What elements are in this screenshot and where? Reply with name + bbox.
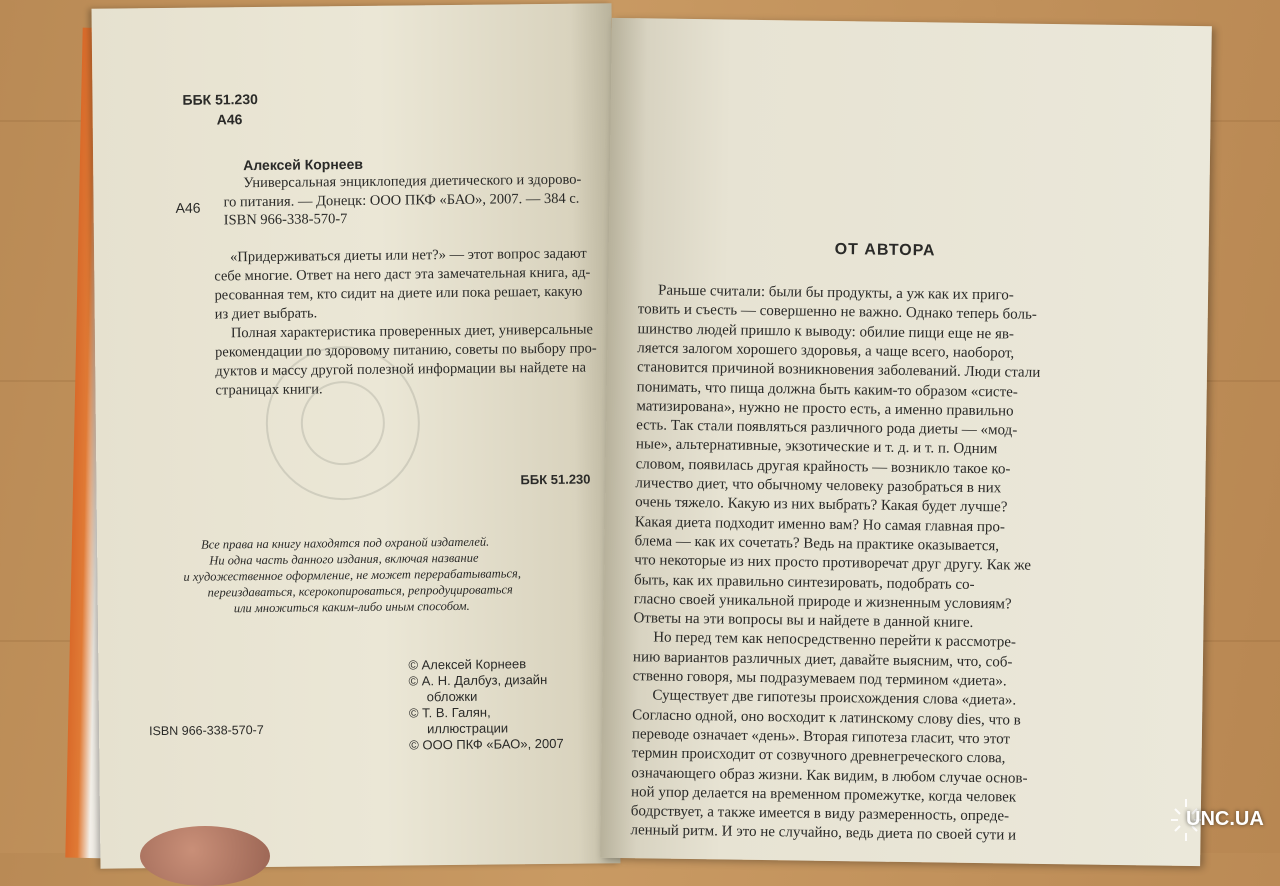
annotation-line: из диет выбрать.	[214, 305, 318, 323]
right-page	[600, 18, 1212, 866]
left-page	[92, 3, 621, 868]
copyright-line: © Т. В. Галян,	[408, 704, 491, 721]
body-line: Но перед тем как непосредственно перейти к рассмотре-	[653, 629, 1017, 651]
rights-line: Ни одна часть данного издания, включая название	[209, 550, 479, 568]
annotation-line: себе многие. Ответ на него даст эта замечательная книга, ад-	[214, 264, 591, 285]
copyright-line: © А. Н. Далбуз, дизайн	[408, 672, 548, 689]
body-line: матизирована», нужно не просто есть, а именно правильно	[636, 398, 1014, 420]
annotation-line: Полная характеристика проверенных диет, универсальные	[230, 321, 594, 342]
body-line: становится причиной возникновения заболеваний. Люди стали	[636, 359, 1041, 382]
body-line: Раньше считали: были бы продукты, а уж как их приго-	[657, 282, 1014, 304]
annotation-line: дуктов и массу другой полезной информации вы найдете на	[215, 359, 587, 380]
annotation-line: «Придерживаться диеты или нет?» — этот вопрос задают	[230, 245, 587, 266]
isbn-bottom: ISBN 966-338-570-7	[149, 722, 264, 739]
body-line: есть. Так стали появляться различного рода диеты — «мод-	[636, 417, 1018, 439]
copyright-line: © Алексей Корнеев	[408, 656, 527, 673]
body-line: нию вариантов различных диет, давайте выясним, что, соб-	[632, 648, 1013, 671]
body-line: быть, как их правильно синтезировать, подобрать со-	[633, 571, 975, 593]
body-line: гласно своей уникальной природе и жизненным условиям?	[633, 591, 1012, 613]
annotation-line: ресованная тем, кто сидит на диете или пока решает, какую	[214, 283, 583, 304]
biblio-isbn: ISBN 966-338-570-7	[223, 211, 348, 229]
body-line: товить и съесть — совершенно не важно. Однако теперь боль-	[637, 301, 1037, 324]
copyright-line: © ООО ПКФ «БАО», 2007	[409, 735, 564, 753]
bbk-code-bottom: ББК 51.230	[520, 471, 591, 488]
rights-line: Все права на книгу находятся под охраной издателей.	[201, 534, 490, 552]
rights-line: и художественное оформление, не может перерабатываться,	[183, 566, 522, 584]
margin-author-code: А46	[175, 199, 201, 216]
copyright-line: иллюстрации	[426, 720, 509, 737]
body-line: шинство людей пришло к выводу: обилие пищи еще не яв-	[637, 320, 1015, 343]
body-line: бодрствует, а также имеется в виду размеренность, опреде-	[630, 803, 1010, 825]
body-line: словом, появилась другая крайность — возникло такое ко-	[635, 455, 1011, 478]
body-line: означающего образ жизни. Как видим, в любом случае основ-	[631, 764, 1028, 787]
annotation-line: страницах книги.	[215, 381, 323, 399]
body-line: ляется залогом хорошего здоровья, а чаще всего, наоборот,	[637, 340, 1015, 362]
bbk-code-top: ББК 51.230	[182, 91, 258, 108]
body-line: блема — как их сочетать? Ведь на практике оказывается,	[634, 533, 1000, 555]
body-line: ной упор делается на временном промежутке, когда человек	[630, 783, 1017, 806]
rights-line: переиздаваться, ксерокопироваться, репродуцироваться	[207, 582, 513, 600]
body-line: что некоторые из них просто противоречат друг другу. Как же	[634, 552, 1032, 574]
author-name: Алексей Корнеев	[243, 155, 364, 174]
annotation-line: рекомендации по здоровому питанию, советы по выбору про-	[215, 340, 597, 361]
body-line: очень тяжело. Какую из них выбрать? Какая будет лучше?	[635, 494, 1008, 516]
section-heading: ОТ АВТОРА	[834, 240, 936, 260]
body-line: Какая диета подходит именно вам? Но самая главная про-	[634, 513, 1006, 535]
body-line: ленный ритм. И это не случайно, ведь диета по своей сути и	[630, 822, 1017, 844]
biblio-line-1: Универсальная энциклопедия диетического и здорово-	[243, 171, 582, 192]
copyright-line: обложки	[426, 688, 478, 705]
body-line: Существует две гипотезы происхождения слова «диета».	[652, 687, 1017, 709]
body-line: Ответы на эти вопросы вы и найдете в данной книге.	[633, 610, 974, 632]
body-line: переводе означает «день». Вторая гипотеза гласит, что этот	[631, 726, 1011, 748]
watermark-text: UNC.UA	[1186, 808, 1264, 830]
body-line: Согласно одной, оно восходит к латинскому слову dies, что в	[632, 706, 1021, 729]
body-line: термин происходит от созвучного древнегреческого слова,	[631, 745, 1006, 767]
body-line: понимать, что пища должна быть каким-то образом «систе-	[636, 378, 1018, 401]
biblio-line-2: го питания. — Донецк: ООО ПКФ «БАО», 2007. — 384 с.	[223, 190, 580, 211]
body-line: ственно говоря, мы подразумеваем под термином «диета».	[632, 668, 1007, 690]
body-line: личество диет, что обычному человеку разобраться в них	[635, 475, 1002, 497]
finger-holding-page	[140, 826, 270, 886]
body-line: ные», альтернативные, экзотические и т. д. и т. п. Одним	[635, 436, 998, 458]
rights-line: или множиться каким-либо иным способом.	[233, 598, 470, 616]
author-code-top: А46	[216, 111, 243, 128]
